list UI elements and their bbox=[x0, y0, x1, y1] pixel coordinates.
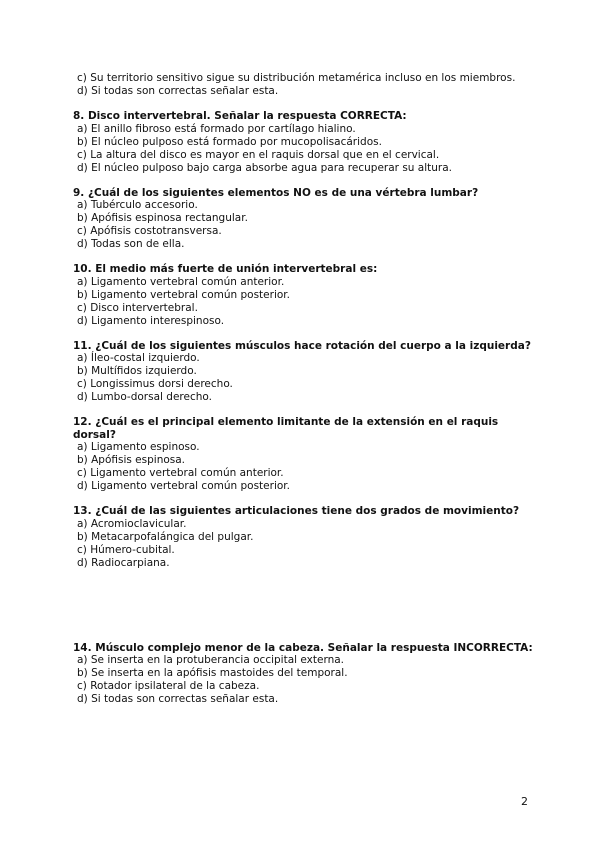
option-c: c) Su territorio sensitivo sigue su distribución metamérica incluso en los miembros. bbox=[77, 72, 516, 84]
option-a: a) Tubérculo accesorio. bbox=[77, 199, 198, 211]
option-a: a) Ligamento vertebral común anterior. bbox=[77, 275, 285, 288]
option-a: a) Ligamento espinoso. bbox=[77, 441, 200, 453]
question-11 bbox=[73, 340, 533, 405]
option-d: d) Radiocarpiana. bbox=[77, 556, 170, 569]
option-d: d) Todas son de ella. bbox=[77, 238, 185, 250]
option-c: c) Apófisis costotransversa. bbox=[77, 225, 222, 237]
option-b: b) Metacarpofalángica del pulgar. bbox=[77, 530, 254, 543]
question-10 bbox=[73, 263, 533, 328]
question-title: 10. El medio más fuerte de unión intervertebral es: bbox=[73, 263, 378, 275]
option-d: d) Ligamento interespinoso. bbox=[77, 314, 225, 327]
exam-page bbox=[73, 72, 533, 706]
continued-question-options bbox=[73, 72, 533, 98]
option-d: d) Ligamento vertebral común posterior. bbox=[77, 480, 290, 492]
option-c: c) Ligamento vertebral común anterior. bbox=[77, 467, 284, 479]
option-c: c) Rotador ipsilateral de la cabeza. bbox=[77, 680, 260, 692]
option-a: a) Se inserta en la protuberancia occipital externa. bbox=[77, 654, 345, 666]
question-14 bbox=[73, 642, 533, 707]
option-b: b) Apófisis espinosa. bbox=[77, 454, 186, 466]
option-d: d) Lumbo-dorsal derecho. bbox=[77, 391, 212, 403]
question-title: 11. ¿Cuál de los siguientes músculos hace rotación del cuerpo a la izquierda? bbox=[73, 339, 531, 352]
question-8 bbox=[73, 110, 533, 175]
option-c: c) Longissimus dorsi derecho. bbox=[77, 378, 233, 390]
option-a: a) Acromioclavicular. bbox=[77, 517, 187, 530]
option-c: c) Disco intervertebral. bbox=[77, 301, 198, 314]
question-title: 13. ¿Cuál de las siguientes articulaciones tiene dos grados de movimiento? bbox=[73, 505, 520, 517]
option-d: d) El núcleo pulposo bajo carga absorbe agua para recuperar su altura. bbox=[77, 161, 452, 174]
option-b: b) Ligamento vertebral común posterior. bbox=[77, 288, 290, 301]
question-title: 14. Músculo complejo menor de la cabeza. Señalar la respuesta INCORRECTA: bbox=[73, 641, 533, 654]
option-d: d) Si todas son correctas señalar esta. bbox=[77, 85, 279, 97]
question-title: 9. ¿Cuál de los siguientes elementos NO es de una vértebra lumbar? bbox=[73, 186, 479, 199]
option-b: b) Apófisis espinosa rectangular. bbox=[77, 212, 248, 224]
page-number: 2 bbox=[521, 795, 528, 808]
option-d: d) Si todas son correctas señalar esta. bbox=[77, 693, 279, 705]
option-c: c) Húmero-cubital. bbox=[77, 543, 175, 556]
option-b: b) Multífidos izquierdo. bbox=[77, 365, 197, 377]
question-9 bbox=[73, 187, 533, 252]
question-title: 12. ¿Cuál es el principal elemento limitante de la extensión en el raquis dorsal? bbox=[73, 416, 499, 441]
question-12 bbox=[73, 416, 533, 493]
option-b: b) El núcleo pulposo está formado por mucopolisacáridos. bbox=[77, 135, 382, 148]
option-a: a) El anillo fibroso está formado por cartílago hialino. bbox=[77, 122, 356, 135]
option-a: a) Íleo-costal izquierdo. bbox=[77, 352, 200, 364]
option-b: b) Se inserta en la apófisis mastoides del temporal. bbox=[77, 667, 348, 679]
blank-space bbox=[73, 570, 533, 630]
option-c: c) La altura del disco es mayor en el raquis dorsal que en el cervical. bbox=[77, 148, 440, 161]
question-title: 8. Disco intervertebral. Señalar la respuesta CORRECTA: bbox=[73, 110, 407, 122]
question-13 bbox=[73, 505, 533, 570]
